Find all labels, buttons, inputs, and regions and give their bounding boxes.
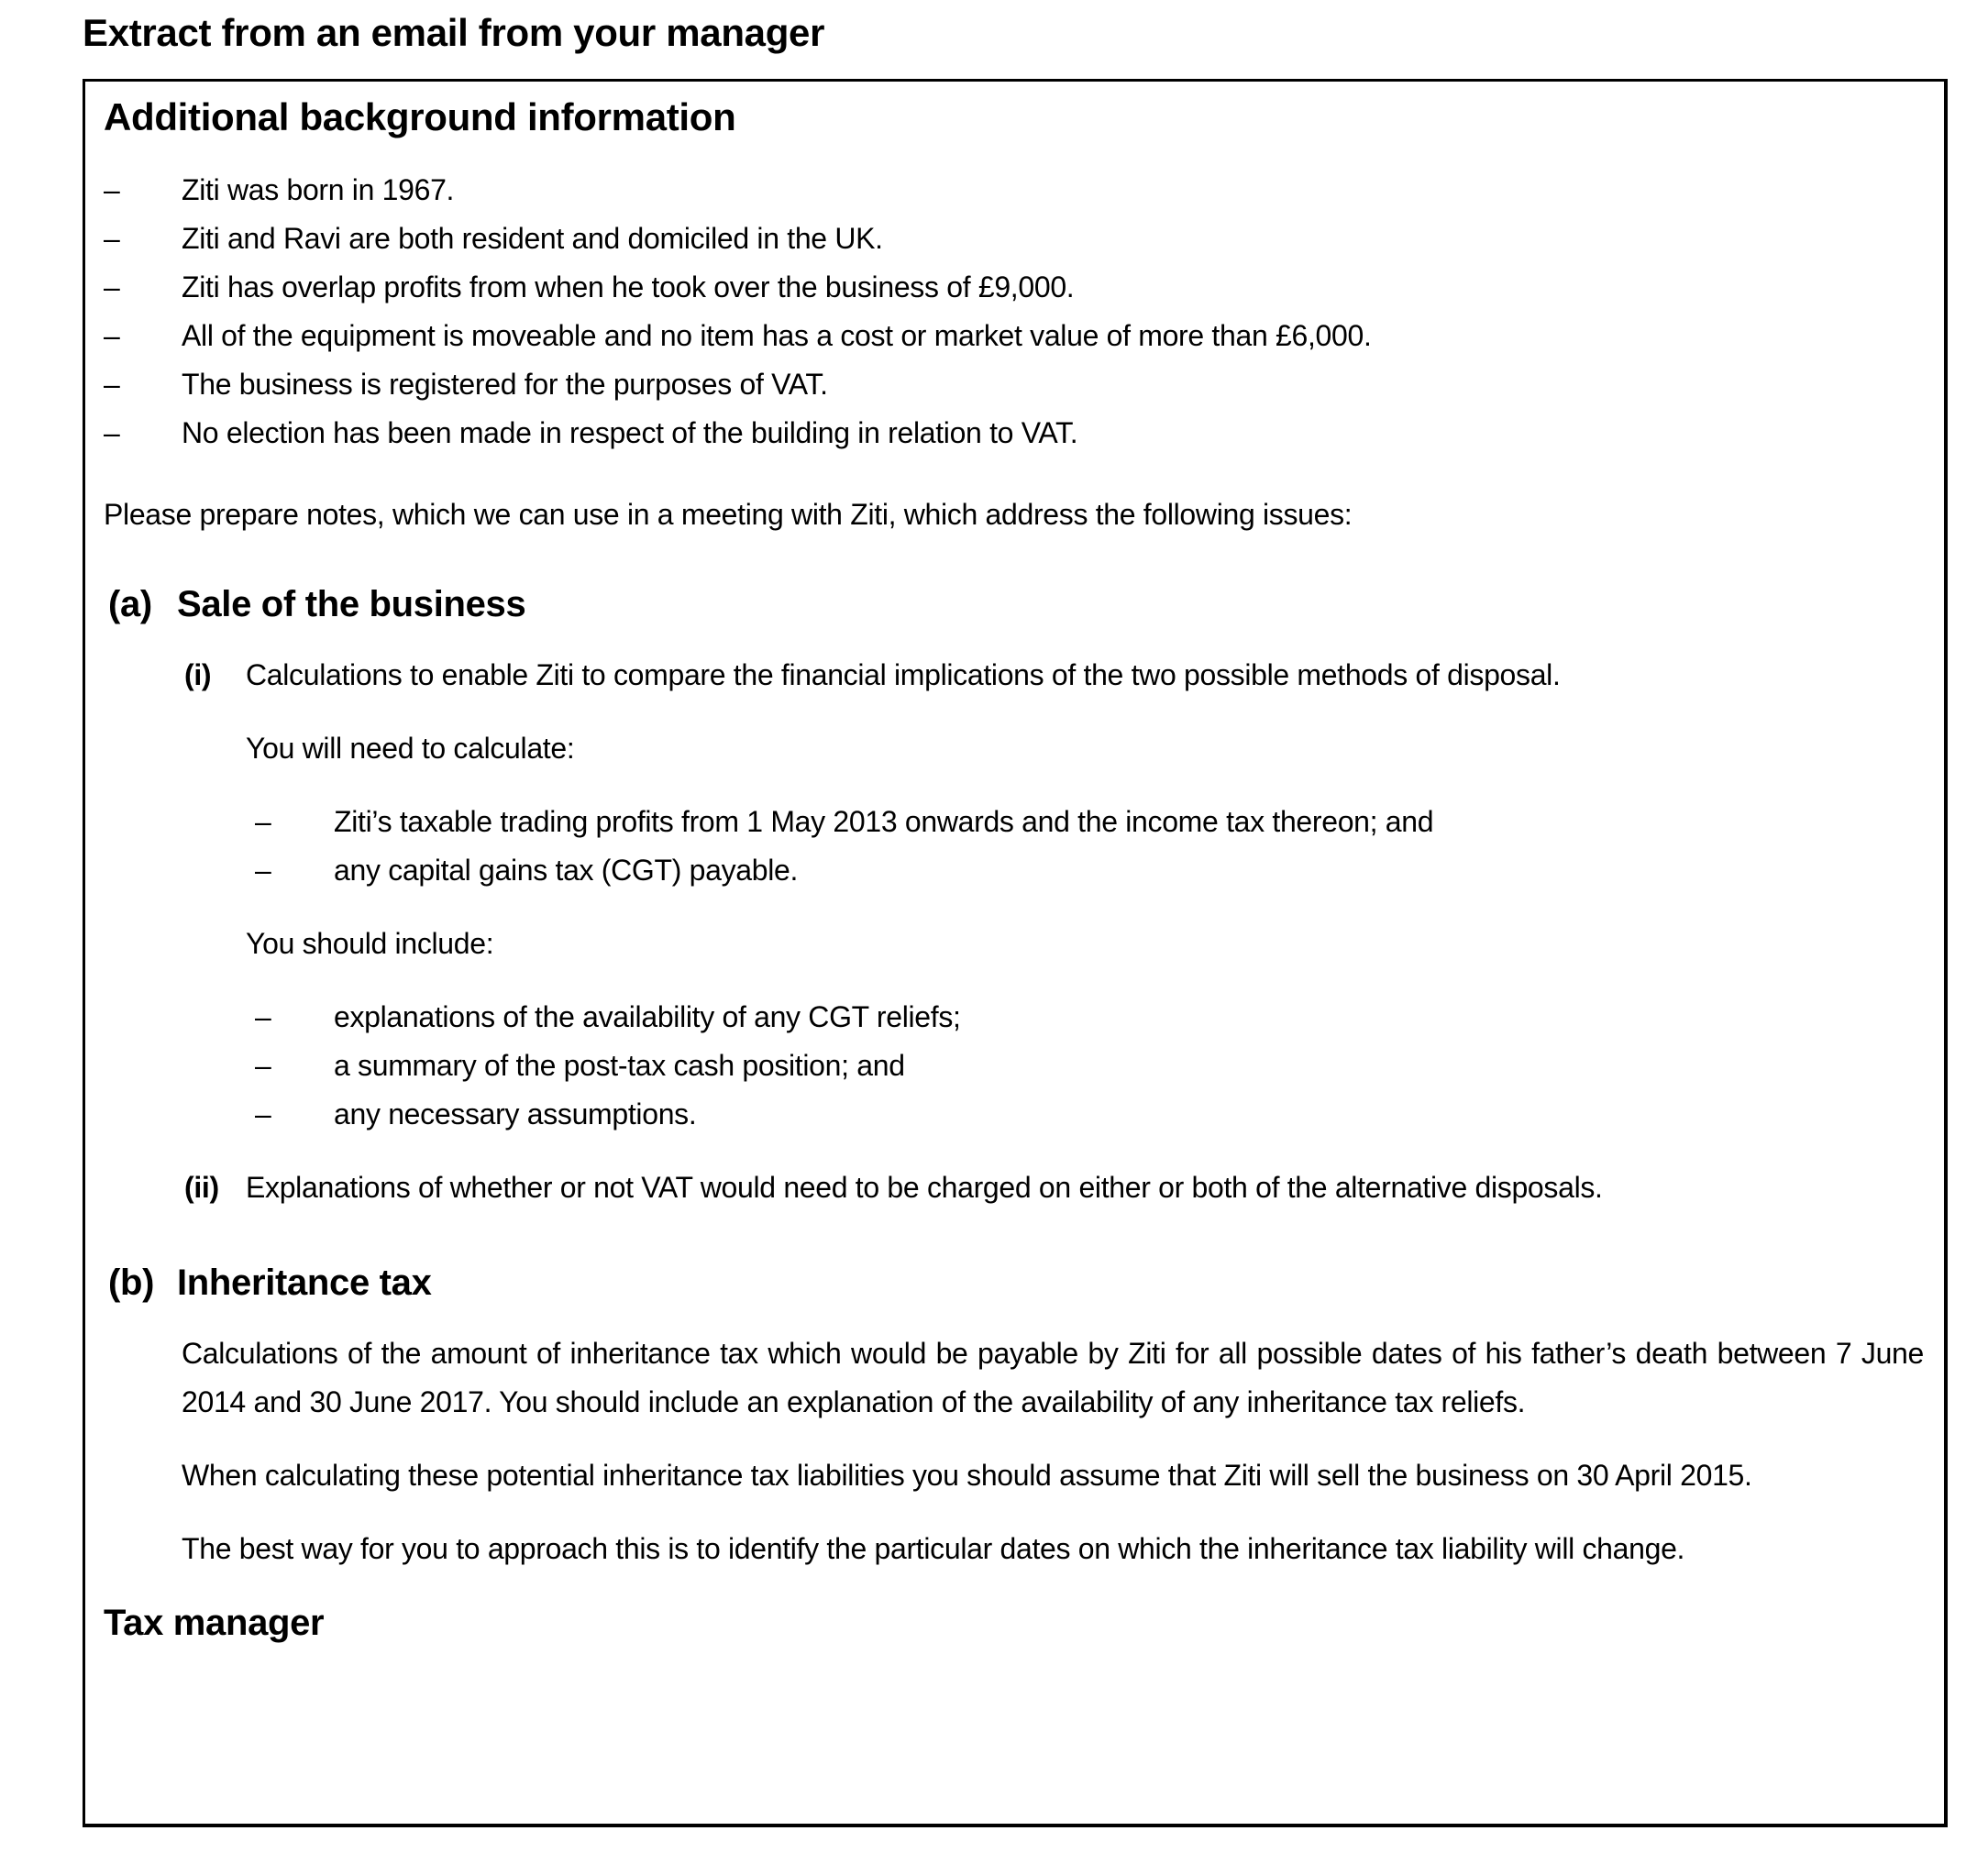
- background-bullet-item: [104, 263, 1924, 312]
- calculate-bullet-list: [255, 798, 1924, 895]
- section-b-heading: [104, 1260, 1924, 1306]
- background-bullet-item: [104, 409, 1924, 458]
- section-b-paragraph: The best way for you to approach this is to identify the particular dates on which the inheritance tax liability will change.: [182, 1532, 1685, 1565]
- bullet-text: Ziti was born in 1967.: [182, 173, 455, 206]
- bullet-text: any necessary assumptions.: [334, 1097, 697, 1131]
- calculate-bullet-item: [255, 798, 1924, 846]
- item-i-row: [184, 651, 1924, 700]
- item-i-text: Calculations to enable Ziti to compare the financial implications of the two possible methods of disposal.: [246, 658, 1561, 691]
- bullet-text: explanations of the availability of any CGT reliefs;: [334, 1000, 961, 1033]
- section-b-content: [182, 1329, 1924, 1573]
- background-bullet-item: [104, 360, 1924, 409]
- bullet-marker: –: [104, 173, 120, 206]
- bullet-marker: –: [104, 319, 120, 352]
- bullet-marker: –: [104, 416, 120, 449]
- section-b-label: (b): [108, 1263, 155, 1303]
- calculate-bullet-item: [255, 846, 1924, 895]
- section-a-label: (a): [108, 584, 152, 624]
- item-ii-row: [184, 1164, 1924, 1212]
- item-i-label: (i): [184, 658, 212, 691]
- bullet-marker: –: [255, 1049, 271, 1082]
- section-b-paragraph: When calculating these potential inheritance tax liabilities you should assume that Ziti will sell the business on 30 April 2015.: [182, 1459, 1752, 1492]
- bullet-text: All of the equipment is moveable and no item has a cost or market value of more than £6,000.: [182, 319, 1372, 352]
- bullet-text: Ziti’s taxable trading profits from 1 May 2013 onwards and the income tax thereon; and: [334, 805, 1434, 838]
- bullet-marker: –: [255, 854, 271, 887]
- box-heading: Additional background information: [104, 95, 736, 138]
- intro-paragraph: Please prepare notes, which we can use in a meeting with Ziti, which address the following issues:: [104, 498, 1353, 531]
- section-a-heading: [104, 581, 1924, 627]
- calculate-intro: You will need to calculate:: [246, 732, 575, 765]
- bullet-marker: –: [255, 1000, 271, 1033]
- section-a-title: Sale of the business: [177, 584, 526, 624]
- background-bullet-item: [104, 166, 1924, 215]
- item-i-body: [246, 724, 1924, 1139]
- background-bullet-item: [104, 312, 1924, 360]
- include-bullet-item: [255, 1090, 1924, 1139]
- include-intro: You should include:: [246, 927, 494, 960]
- bullet-text: any capital gains tax (CGT) payable.: [334, 854, 799, 887]
- include-bullet-item: [255, 1042, 1924, 1090]
- signoff: Tax manager: [104, 1603, 325, 1643]
- bullet-marker: –: [255, 805, 271, 838]
- background-bullet-list: [104, 166, 1924, 458]
- bullet-marker: –: [104, 222, 120, 255]
- section-a-content: [184, 651, 1924, 1212]
- bullet-marker: –: [104, 368, 120, 401]
- bullet-text: Ziti and Ravi are both resident and domiciled in the UK.: [182, 222, 883, 255]
- bullet-text: The business is registered for the purposes of VAT.: [182, 368, 828, 401]
- bullet-marker: –: [255, 1097, 271, 1131]
- include-bullet-item: [255, 993, 1924, 1042]
- page-title: Extract from an email from your manager: [83, 11, 825, 54]
- bullet-marker: –: [104, 270, 120, 303]
- email-extract-box: [83, 79, 1948, 1827]
- section-b-paragraph: Calculations of the amount of inheritance tax which would be payable by Ziti for all possible dates of his father’s death between 7 June 2014 and 30 June 2017. You should include an explanation of the availability of any inheritance tax reliefs.: [182, 1337, 1924, 1418]
- bullet-text: a summary of the post-tax cash position; and: [334, 1049, 905, 1082]
- section-b-title: Inheritance tax: [177, 1263, 432, 1303]
- item-ii-text: Explanations of whether or not VAT would need to be charged on either or both of the alternative disposals.: [246, 1171, 1603, 1204]
- bullet-text: No election has been made in respect of the building in relation to VAT.: [182, 416, 1078, 449]
- background-bullet-item: [104, 215, 1924, 263]
- include-bullet-list: [255, 993, 1924, 1139]
- bullet-text: Ziti has overlap profits from when he took over the business of £9,000.: [182, 270, 1075, 303]
- item-ii-label: (ii): [184, 1171, 219, 1204]
